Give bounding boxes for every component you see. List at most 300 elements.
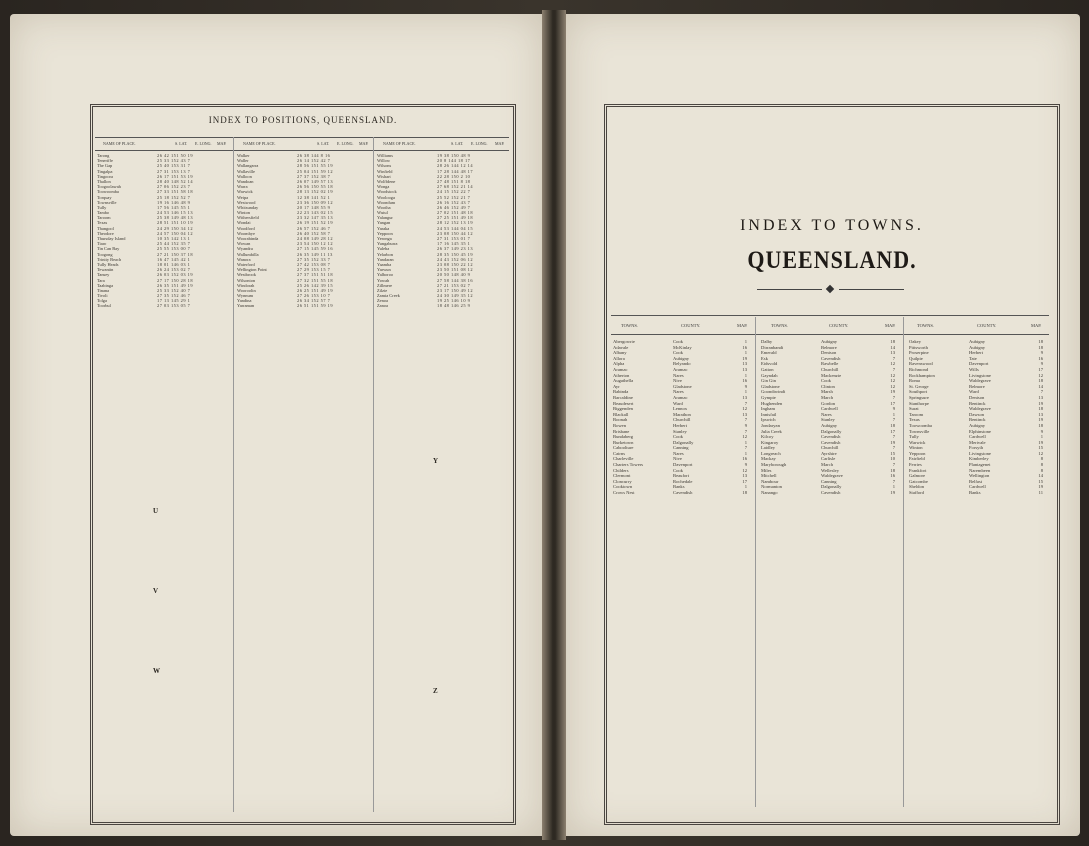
left-page — [10, 14, 542, 836]
county-name: Banks — [673, 484, 685, 490]
map-number: 19 — [890, 490, 895, 496]
place-coordinates: 17 16 145 35 1 — [437, 241, 471, 247]
county-name: Mackenzie — [821, 372, 842, 378]
place-coordinates: 24 57 150 04 12 — [157, 230, 194, 236]
header-long-1: E. LONG. — [195, 141, 212, 146]
place-name: Toorbul — [97, 303, 111, 309]
map-number: 9 — [1040, 361, 1043, 367]
county-name: Cook — [673, 350, 683, 356]
county-name: Banks — [969, 490, 981, 496]
county-name: Marathon — [673, 411, 691, 417]
map-number: 16 — [1038, 355, 1043, 361]
right-page-subtitle: QUEENSLAND. — [747, 245, 917, 274]
town-name: Bundaberg — [613, 434, 634, 440]
county-name: Nares — [673, 372, 684, 378]
place-name: Tewantin — [97, 267, 114, 273]
map-number: 17 — [742, 478, 747, 484]
header-map-3: MAP. — [495, 141, 505, 146]
place-coordinates: 25 38 149 48 13 — [157, 215, 194, 221]
place-coordinates: 25 18 152 52 7 — [157, 194, 191, 200]
county-name: Churchill — [821, 366, 839, 372]
place-coordinates: 27 48 151 8 18 — [437, 178, 471, 184]
place-coordinates: 26 56 150 55 18 — [297, 184, 334, 190]
town-name: Southport — [909, 389, 928, 395]
map-number: 1 — [744, 389, 747, 395]
place-name: Wallaville — [237, 168, 255, 174]
town-name: Mackay — [761, 456, 776, 462]
town-name: Oakey — [909, 339, 921, 344]
place-coordinates: 26 14 152 42 7 — [297, 158, 331, 164]
place-name: Warwick — [237, 189, 253, 195]
place-name: Yangan — [377, 220, 391, 226]
map-number: 18 — [1038, 339, 1043, 344]
county-name: Churchill — [821, 445, 839, 451]
place-coordinates: 27 26 153 10 7 — [297, 293, 331, 299]
town-name: Winton — [909, 445, 923, 451]
map-number: 12 — [890, 372, 895, 378]
map-number: 1 — [744, 350, 747, 356]
place-coordinates: 27 35 152 33 7 — [297, 256, 331, 262]
county-name: Herbert — [969, 350, 984, 356]
place-name: Woodstock — [377, 189, 397, 195]
place-coordinates: 26 03 152 03 19 — [157, 272, 194, 278]
county-name: Merivale — [969, 439, 986, 445]
place-coordinates: 27 68 152 21 14 — [437, 184, 474, 190]
county-name: Belfast — [969, 478, 983, 484]
place-name: Woorabinda — [237, 236, 259, 241]
town-name: Proserpine — [909, 350, 929, 356]
place-coordinates: 24 43 152 06 12 — [437, 256, 474, 262]
place-name: Williams — [377, 153, 393, 158]
header-lat-1: S. LAT. — [175, 141, 188, 146]
place-name: Yarwun — [377, 267, 391, 273]
place-coordinates: 27 29 153 15 7 — [297, 267, 331, 273]
county-name: Denison — [969, 394, 985, 400]
map-number: 1 — [744, 450, 747, 456]
book-gutter — [542, 10, 566, 840]
map-number: 14 — [890, 344, 895, 350]
town-name: Townsville — [909, 428, 930, 434]
map-number: 7 — [892, 478, 895, 484]
positions-column-1 — [97, 153, 234, 309]
table-row — [237, 303, 374, 308]
county-name: Aubigny — [673, 355, 690, 361]
place-coordinates: 22 23 143 02 15 — [297, 210, 334, 216]
county-name: Cardwell — [969, 434, 986, 440]
town-name: Frankfort — [909, 467, 927, 473]
town-name: Brisbane — [613, 428, 630, 434]
map-number: 1 — [892, 484, 895, 490]
place-coordinates: 26 35 151 49 19 — [157, 282, 194, 288]
header-map-1: MAP. — [737, 323, 748, 328]
county-name: Livingstone — [969, 450, 991, 456]
place-name: Whitsunday — [237, 204, 259, 210]
county-name: Plantagenet — [969, 462, 991, 468]
place-name: Tolga — [97, 298, 107, 304]
place-name: Wallangarra — [237, 163, 259, 169]
place-name: Torquay — [97, 194, 112, 200]
place-name: Zilzie — [377, 287, 388, 293]
place-name: Tully — [97, 204, 107, 210]
place-coordinates: 24 29 150 34 12 — [157, 225, 194, 231]
county-name: Clinton — [821, 383, 835, 389]
county-name: Nares — [821, 411, 832, 417]
map-number: 18 — [890, 422, 895, 428]
map-number: 15 — [890, 450, 895, 456]
place-name: Yuleba — [377, 246, 390, 252]
place-coordinates: 28 26 144 12 14 — [437, 163, 474, 169]
town-name: Longreach — [761, 450, 781, 456]
place-name: Yarraman — [237, 303, 255, 309]
county-name: Bentinck — [969, 400, 986, 406]
town-name: Cloncurry — [613, 478, 632, 484]
place-name: Wyandra — [237, 246, 253, 252]
place-name: Yowah — [377, 277, 390, 283]
place-coordinates: 26 25 151 49 19 — [297, 287, 334, 293]
map-number: 19 — [1038, 400, 1043, 406]
right-page — [566, 14, 1080, 836]
header-county-2: COUNTY. — [829, 323, 849, 328]
place-coordinates: 24 53 146 15 13 — [157, 210, 194, 216]
place-coordinates: 27 03 153 05 7 — [157, 303, 191, 309]
place-name: Wowan — [237, 241, 251, 247]
county-name: Stanley — [673, 428, 687, 434]
town-name: Hughenden — [761, 400, 783, 406]
map-number: 1 — [744, 484, 747, 490]
place-coordinates: 23 08 150 22 12 — [437, 261, 474, 267]
county-name: Aramac — [673, 394, 688, 400]
map-number: 8 — [1040, 462, 1043, 468]
towns-column-3 — [909, 339, 1049, 496]
place-coordinates: 24 15 152 22 7 — [437, 189, 471, 195]
map-number: 7 — [892, 462, 895, 468]
town-name: Alpha — [613, 361, 625, 367]
place-coordinates: 26 17 151 53 19 — [157, 173, 194, 179]
map-number: 16 — [742, 378, 747, 384]
place-coordinates: 19 38 150 48 9 — [437, 153, 471, 158]
county-name: Dalgonally — [673, 439, 694, 445]
town-name: Ayr — [613, 383, 620, 389]
map-number: 7 — [892, 366, 895, 372]
left-table-header — [95, 137, 509, 151]
place-coordinates: 19 25 146 10 9 — [437, 298, 471, 304]
town-name: Esk — [761, 355, 768, 361]
town-name: Pittsworth — [909, 344, 928, 350]
town-name: Nambour — [761, 478, 779, 484]
county-name: Beaufort — [673, 473, 690, 479]
header-county-1: COUNTY. — [681, 323, 701, 328]
place-name: Woolooga — [377, 194, 395, 200]
place-coordinates: 10 35 142 13 1 — [157, 236, 191, 241]
place-coordinates: 27 02 151 48 18 — [437, 210, 474, 216]
place-coordinates: 26 57 152 46 7 — [297, 225, 331, 231]
town-name: Cairns — [613, 450, 625, 456]
place-coordinates: 12 38 141 52 1 — [297, 194, 331, 200]
place-coordinates: 25 33 152 40 7 — [157, 287, 191, 293]
county-name: Gordon — [821, 400, 836, 406]
header-county-3: COUNTY. — [977, 323, 997, 328]
town-name: Rockhampton — [909, 372, 935, 378]
county-name: Davenport — [969, 361, 989, 367]
section-letter: U — [153, 507, 159, 515]
county-name: Cavendish — [821, 490, 841, 496]
place-coordinates: 26 07 149 57 13 — [297, 178, 334, 184]
place-coordinates: 27 42 153 08 7 — [297, 261, 331, 267]
place-coordinates: 27 33 151 58 18 — [157, 189, 194, 195]
town-name: Crows Nest — [613, 490, 635, 496]
left-page-frame — [90, 104, 516, 825]
county-name: Bentinck — [969, 417, 986, 423]
place-name: Weipa — [237, 194, 249, 200]
town-name: Quilpie — [909, 355, 923, 361]
map-number: 18 — [1038, 406, 1043, 412]
town-name: Miles — [761, 467, 772, 473]
place-coordinates: 28 56 151 55 19 — [297, 163, 334, 169]
map-number: 14 — [1038, 383, 1043, 389]
map-number: 9 — [892, 406, 895, 412]
place-name: Townsville — [97, 199, 117, 205]
town-name: Yeppoon — [909, 450, 926, 456]
town-name: Mitchell — [761, 473, 777, 479]
place-coordinates: 26 34 152 57 7 — [297, 298, 331, 304]
county-name: Elphinstone — [969, 428, 991, 434]
place-coordinates: 23 36 150 09 12 — [297, 199, 334, 205]
county-name: Wellesley — [821, 467, 839, 473]
place-name: Thangool — [97, 225, 114, 231]
place-name: Wanora — [237, 256, 251, 262]
place-name: Tiaro — [97, 241, 107, 247]
header-map-3: MAP. — [1031, 323, 1042, 328]
map-number: 13 — [742, 361, 747, 367]
place-name: Woondum — [377, 199, 396, 205]
county-name: Lennox — [673, 406, 688, 412]
map-number: 9 — [744, 422, 747, 428]
map-number: 13 — [742, 473, 747, 479]
map-number: 19 — [1038, 417, 1043, 423]
map-number: 19 — [742, 355, 747, 361]
map-number: 17 — [1038, 366, 1043, 372]
place-name: Taabinga — [97, 282, 114, 288]
town-name: Fairfield — [909, 456, 925, 462]
left-page-title: INDEX TO POSITIONS, QUEENSLAND. — [208, 115, 398, 125]
place-name: Wilsons — [377, 163, 392, 169]
place-name: Yelarbon — [377, 251, 393, 257]
map-number: 7 — [744, 400, 747, 406]
header-name-1: NAME OF PLACE. — [103, 141, 136, 146]
town-name: Stafford — [909, 490, 924, 496]
county-name: Ward — [969, 389, 979, 395]
town-name: Springsure — [909, 394, 929, 400]
town-name: Bowen — [613, 422, 627, 428]
county-name: Cook — [673, 339, 683, 344]
place-coordinates: 27 21 150 37 18 — [157, 251, 194, 257]
county-name: Aubigny — [969, 339, 986, 344]
map-number: 8 — [1040, 467, 1043, 473]
town-name: Allora — [613, 355, 625, 361]
place-coordinates: 27 17 150 28 18 — [157, 277, 194, 283]
map-number: 8 — [1040, 456, 1043, 462]
town-name: Boonah — [613, 417, 628, 423]
map-number: 16 — [890, 473, 895, 479]
map-number: 12 — [1038, 372, 1043, 378]
table-row — [613, 490, 753, 496]
place-name: Tambo — [97, 210, 110, 216]
county-name: Wellington — [969, 473, 990, 479]
town-name: Toowoomba — [909, 422, 932, 428]
place-name: Walker — [237, 153, 250, 158]
place-name: Wallumbilla — [237, 251, 259, 257]
section-letter: Z — [433, 687, 438, 695]
county-name: Carlisle — [821, 456, 836, 462]
header-towns-1: TOWNS. — [621, 323, 639, 328]
place-coordinates: 24 30 149 35 12 — [437, 293, 474, 299]
town-name: Surat — [909, 406, 919, 412]
map-number: 16 — [742, 456, 747, 462]
place-coordinates: 27 15 145 59 16 — [297, 246, 334, 252]
town-name: Ingham — [761, 406, 776, 412]
table-row — [377, 303, 514, 308]
column-divider — [903, 317, 904, 807]
county-name: Belmore — [821, 344, 837, 350]
map-number: 7 — [892, 417, 895, 423]
town-name: Dirranbandi — [761, 344, 784, 350]
place-name: Yeronga — [377, 236, 392, 241]
town-name: Blackall — [613, 411, 629, 417]
place-name: Wolffdene — [377, 178, 396, 184]
place-coordinates: 18 01 146 03 1 — [157, 261, 191, 267]
place-name: Westbrook — [237, 272, 256, 278]
county-name: Dalgonally — [821, 428, 842, 434]
place-coordinates: 17 28 144 48 17 — [437, 168, 474, 174]
place-coordinates: 27 31 153 01 7 — [437, 236, 471, 241]
place-name: Walloon — [237, 173, 252, 179]
town-name: Gin Gin — [761, 378, 776, 384]
map-number: 12 — [890, 383, 895, 389]
town-name: Goondiwindi — [761, 389, 786, 395]
place-name: Zanoa — [377, 303, 388, 309]
county-name: March — [821, 462, 833, 468]
map-number: 7 — [744, 428, 747, 434]
map-number: 18 — [890, 339, 895, 344]
town-name: Childers — [613, 467, 629, 473]
header-map-2: MAP. — [885, 323, 896, 328]
town-name: Julia Creek — [761, 428, 782, 434]
place-name: Tin Can Bay — [97, 246, 120, 252]
county-name: Stanley — [821, 417, 835, 423]
town-name: Stanthorpe — [909, 400, 929, 406]
place-coordinates: 20 17 148 55 9 — [297, 204, 331, 210]
header-name-3: NAME OF PLACE. — [383, 141, 416, 146]
county-name: Gladstone — [673, 383, 692, 389]
right-page-title: INDEX TO TOWNS. — [740, 217, 924, 234]
place-coordinates: 23 54 150 12 12 — [297, 241, 334, 247]
place-coordinates: 27 06 152 23 7 — [157, 184, 191, 190]
title-rule-right — [839, 289, 904, 290]
map-number: 7 — [744, 417, 747, 423]
town-name: Nanango — [761, 490, 778, 496]
place-coordinates: 28 13 152 02 19 — [297, 189, 334, 195]
map-number: 19 — [1038, 439, 1043, 445]
place-coordinates: 27 31 153 13 7 — [157, 168, 191, 174]
map-number: 1 — [1040, 434, 1043, 440]
place-name: Yandaran — [377, 256, 394, 262]
place-name: Wandoan — [237, 178, 254, 184]
place-name: Tinana — [97, 287, 110, 293]
county-name: Nares — [673, 450, 684, 456]
town-name: Augathella — [613, 378, 634, 384]
right-table-header — [611, 315, 1049, 335]
town-name: Ravenswood — [909, 361, 933, 367]
town-name: Cooktown — [613, 484, 633, 490]
place-coordinates: 25 04 151 59 12 — [297, 168, 334, 174]
place-coordinates: 26 16 152 43 7 — [437, 199, 471, 205]
map-number: 12 — [890, 361, 895, 367]
place-coordinates: 16 47 145 42 1 — [157, 256, 191, 262]
town-name: Innisfail — [761, 411, 777, 417]
place-coordinates: 26 24 153 02 7 — [157, 267, 191, 273]
place-coordinates: 25 40 153 31 7 — [157, 163, 191, 169]
county-name: Cavendish — [821, 434, 841, 440]
place-coordinates: 28 51 151 10 19 — [157, 220, 194, 226]
header-towns-2: TOWNS. — [771, 323, 789, 328]
place-coordinates: 27 25 151 49 18 — [437, 215, 474, 221]
place-coordinates: 22 28 150 2 10 — [437, 173, 471, 179]
place-name: Tara — [97, 277, 105, 283]
town-name: Aramac — [613, 366, 628, 372]
place-name: Texas — [97, 220, 108, 226]
town-name: Clermont — [613, 473, 631, 479]
map-number: 19 — [890, 389, 895, 395]
place-coordinates: 26 40 152 58 7 — [297, 230, 331, 236]
town-name: Galmore — [909, 473, 926, 479]
county-name: Nive — [673, 456, 682, 462]
county-name: Cook — [673, 467, 683, 473]
towns-column-1 — [613, 339, 753, 496]
place-name: Yandina — [237, 298, 252, 304]
county-name: Rawbelle — [821, 361, 839, 367]
place-coordinates: 23 32 147 35 13 — [297, 215, 334, 221]
positions-column-3 — [377, 153, 514, 309]
place-name: Willow — [377, 158, 390, 164]
town-name: Charleville — [613, 456, 634, 462]
county-name: Cardwell — [969, 484, 986, 490]
map-number: 1 — [744, 339, 747, 344]
place-name: Yaamba — [377, 261, 392, 267]
map-number: 12 — [742, 406, 747, 412]
map-number: 12 — [742, 434, 747, 440]
map-number: 13 — [890, 350, 895, 356]
header-towns-3: TOWNS. — [917, 323, 935, 328]
place-name: Trinity Beach — [97, 256, 122, 262]
place-coordinates: 18 48 146 25 9 — [437, 303, 471, 309]
county-name: Cavendish — [821, 439, 841, 445]
place-coordinates: 23 08 150 44 12 — [437, 230, 474, 236]
town-name: Abergowrie — [613, 339, 635, 344]
town-name: Maryborough — [761, 462, 787, 468]
map-number: 16 — [742, 344, 747, 350]
place-coordinates: 26 42 151 50 19 — [157, 153, 194, 158]
county-name: Dalgonally — [821, 484, 842, 490]
town-name: Jondaryan — [761, 422, 780, 428]
map-number: 13 — [742, 411, 747, 417]
county-name: Narembeen — [969, 467, 991, 473]
county-name: Aubigny — [821, 339, 838, 344]
place-name: Tingoora — [97, 173, 113, 179]
map-number: 7 — [744, 445, 747, 451]
place-name: Waller — [237, 158, 249, 164]
place-name: Zillmere — [377, 282, 393, 288]
header-map-2: MAP. — [359, 141, 369, 146]
